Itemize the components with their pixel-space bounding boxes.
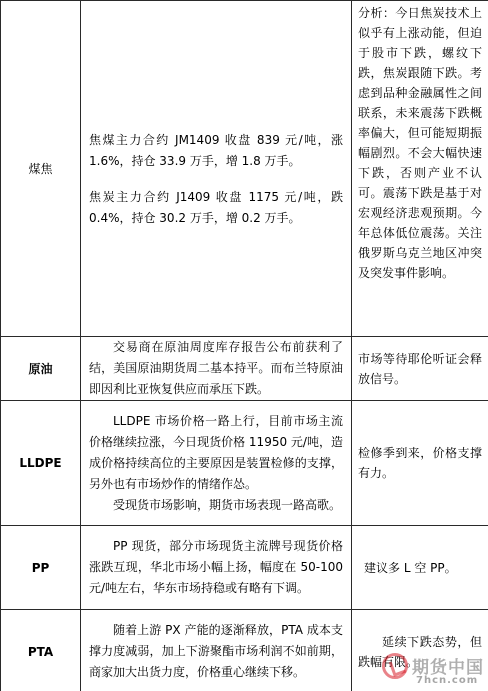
row-name-pta: PTA	[1, 610, 81, 691]
row-content-crude-oil	[81, 337, 352, 401]
row-note-coal-coke	[352, 1, 488, 337]
content-paragraph-lldpe-spot: LLDPE 市场价格一路上行，目前市场主流价格继续拉涨，今日现货价格 11950 元/吨，造成价格持续高位的主要原因是装置检修的支撑，另外也有市场炒作的情绪作怂。	[89, 413, 343, 491]
row-note-pp	[352, 526, 488, 610]
table-row-crude-oil	[1, 337, 488, 401]
content-paragraph-pta: 随着上游 PX 产能的逐渐释放，PTA 成本支撑力度减弱，加上下游聚酯市场利润不如前期，商家加大出货力度，价格重心继续下移。	[89, 623, 343, 679]
content-paragraph-coking-coal: 焦煤主力合约 JM1409 收盘 839 元/吨，涨 1.6%，持仓 33.9 万手，增 1.8 万手。	[89, 133, 343, 168]
row-name-pp: PP	[1, 526, 81, 610]
row-name-coal-coke: 煤焦	[1, 1, 81, 337]
note-text-pta: 延续下跌态势，但跌幅有限。	[358, 634, 482, 669]
note-text-crude-oil: 市场等待耶伦听证会释放信号。	[358, 351, 482, 386]
table-row-pp	[1, 526, 488, 610]
content-paragraph-pp: PP 现货，部分市场现货主流牌号现货价格涨跌互现，华北市场小幅上扬，幅度在 50-100 元/吨左右，华东市场持稳或有略有下调。	[89, 539, 343, 595]
row-content-coal-coke	[81, 1, 352, 337]
table-row-lldpe	[1, 401, 488, 526]
row-note-pta	[352, 610, 488, 691]
note-text-coal-coke: 分析：今日焦炭技术上似乎有上涨动能，但迫于股市下跌，螺纹下跌，焦炭跟随下跌。考虑到品种金融属性之间联系，未来震荡下跌概率偏大，但可能短期振幅剧烈。不会大幅快速下跌，否则产业不认可。震荡下跌是基于对宏观经济悲观预期。今年总体低位震荡。关注俄罗斯乌克兰地区冲突及突发事件影响。	[358, 6, 482, 280]
row-name-crude-oil: 原油	[1, 337, 81, 401]
row-note-lldpe	[352, 401, 488, 526]
row-content-pp	[81, 526, 352, 610]
watermark-brand: 期货中国	[412, 658, 484, 678]
row-name-lldpe: LLDPE	[1, 401, 81, 526]
table-row-pta	[1, 610, 488, 691]
row-note-crude-oil	[352, 337, 488, 401]
content-paragraph-lldpe-futures: 受现货市场影响，期货市场表现一路高歌。	[113, 497, 342, 512]
content-paragraph-crude-oil: 交易商在原油周度库存报告公布前获利了结，美国原油期货周二基本持平。而布兰特原油即因利比亚恢复供应而承压下跌。	[89, 340, 343, 396]
content-paragraph-coke: 焦炭主力合约 J1409 收盘 1175 元/吨，跌 0.4%，持仓 30.2 万手，增 0.2 万手。	[89, 190, 343, 225]
row-content-pta	[81, 610, 352, 691]
table-row-coal-coke	[1, 1, 488, 337]
row-content-lldpe	[81, 401, 352, 526]
note-text-lldpe: 检修季到来，价格支撑有力。	[358, 446, 482, 480]
note-text-pp: 建议多 L 空 PP。	[364, 560, 457, 575]
watermark-url: 7hcn.com	[416, 675, 479, 686]
